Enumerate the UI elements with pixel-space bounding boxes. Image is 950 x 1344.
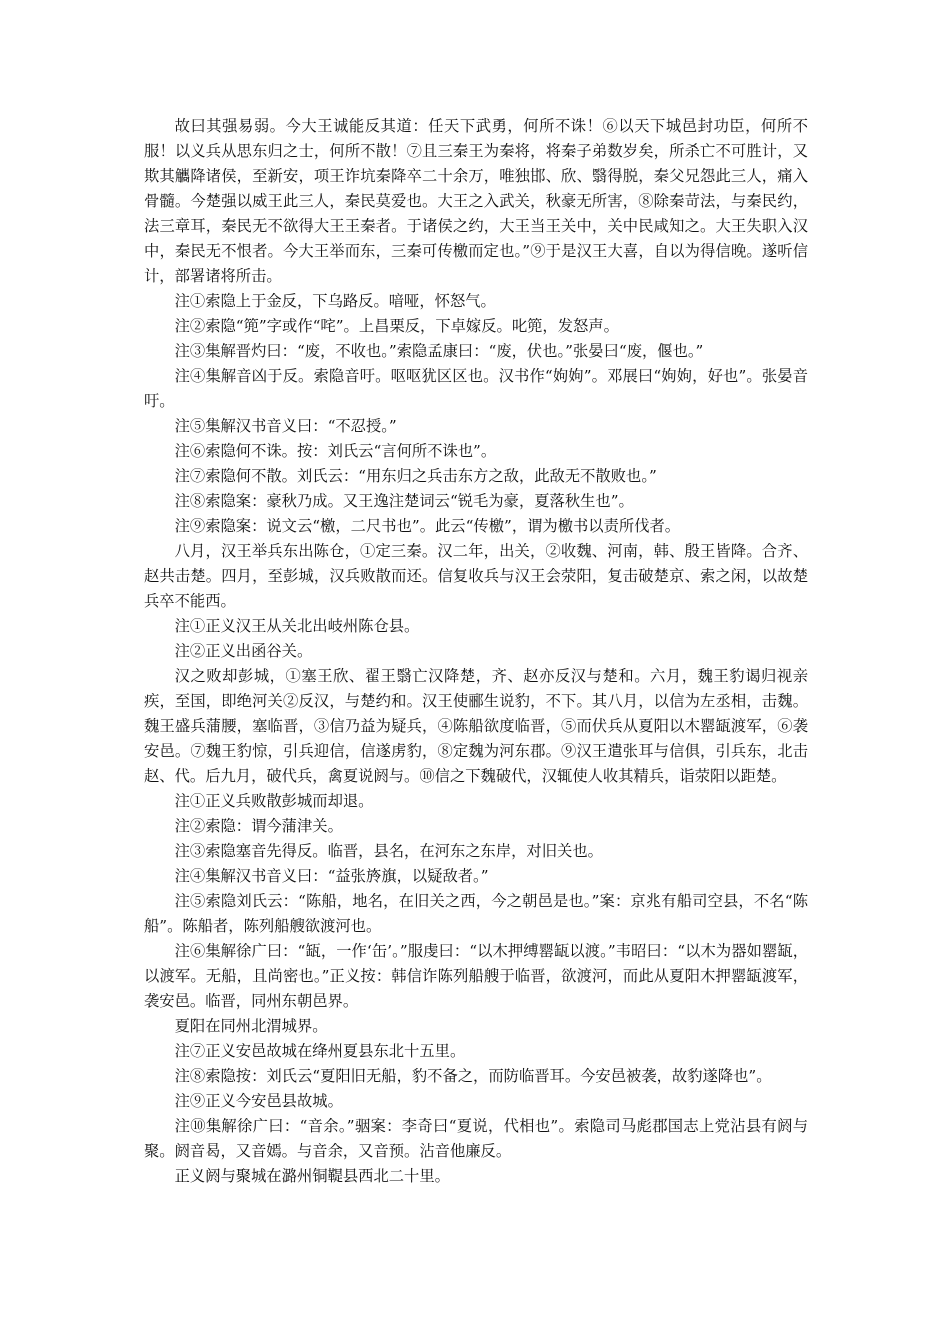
note-3-3: 注③索隐塞音先得反。临晋，县名，在河东之东岸，对旧关也。 [174, 842, 603, 860]
note-6: 注⑥索隐何不诛。按：刘氏云“言何所不诛也”。 [174, 442, 497, 460]
note-3-1: 注①正义兵败散彭城而却退。 [174, 792, 374, 810]
note-9: 注⑨索隐案：说文云“檄，二尺书也”。此云“传檄”，谓为檄书以责所伐者。 [174, 517, 681, 535]
note-3-10: 注⑩集解徐广曰：“音余。”骃案：李奇曰“夏说，代相也”。索隐司马彪郡国志上党沾县有阏与聚。阏音曷，又音嫣。与音余，又音预。沾音他廉反。 [144, 1117, 808, 1160]
note-3-6-continued: 夏阳在同州北渭城界。 [174, 1017, 328, 1035]
note-3: 注③集解晋灼曰：“废，不收也。”索隐孟康曰：“废，伏也。”张晏曰“废，偃也。” [174, 342, 704, 360]
note-3-2: 注②索隐：谓今蒲津关。 [174, 817, 343, 835]
paragraph-3: 汉之败却彭城，①塞王欣、翟王翳亡汉降楚，齐、赵亦反汉与楚和。六月，魏王豹谒归视亲疾，至国，即绝河关②反汉，与楚约和。汉王使郦生说豹，不下。其八月，以信为左丞相，击魏。魏王盛兵蒲腰，塞临晋，③信乃益为疑兵，④陈船欲度临晋，⑤而伏兵从夏阳以木罂缻渡军，⑥袭安邑。⑦魏王豹惊，引兵迎信，信遂虏豹，⑧定魏为河东郡。⑨汉王遣张耳与信俱，引兵东，北击赵、代。后九月，破代兵，禽夏说阏与。⑩信之下魏破代，汉辄使人收其精兵，诣荥阳以距楚。 [144, 667, 808, 785]
document-page [144, 114, 808, 1189]
note-7: 注⑦索隐何不散。刘氏云：“用东归之兵击东方之敌，此敌无不散败也。” [174, 467, 657, 485]
note-5: 注⑤集解汉书音义曰：“不忍授。” [174, 417, 397, 435]
note-3-9: 注⑨正义今安邑县故城。 [174, 1092, 343, 1110]
note-2-1: 注①正义汉王从关北出岐州陈仓县。 [174, 617, 420, 635]
note-3-7: 注⑦正义安邑故城在绛州夏县东北十五里。 [174, 1042, 466, 1060]
note-1: 注①索隐上于金反，下乌路反。喑哑，怀怒气。 [174, 292, 496, 310]
note-3-10-continued: 正义阏与聚城在潞州铜鞮县西北二十里。 [174, 1167, 450, 1185]
note-3-4: 注④集解汉书音义曰：“益张旍旗，以疑敌者。” [174, 867, 489, 885]
note-8: 注⑧索隐案：豪秋乃成。又王逸注楚词云“锐毛为豪，夏落秋生也”。 [174, 492, 634, 510]
note-3-8: 注⑧索隐按：刘氏云“夏阳旧无船，豹不备之，而防临晋耳。今安邑被袭，故豹遂降也”。 [174, 1067, 772, 1085]
note-2: 注②索隐“篼”字或作“咤”。上昌栗反，下卓嫁反。叱篼，发怒声。 [174, 317, 619, 335]
note-4: 注④集解音凶于反。索隐音吁。呕呕犹区区也。汉书作“姁姁”。邓展曰“姁姁，好也”。张晏音吁。 [144, 367, 808, 410]
note-2-2: 注②正义出函谷关。 [174, 642, 313, 660]
note-3-6: 注⑥集解徐广曰：“缻，一作‘缶’。”服虔曰：“以木押缚罂缻以渡。”韦昭曰：“以木为器如罂缻，以渡军。无船，且尚密也。”正义按：韩信诈陈列船艘于临晋，欲渡河，而此从夏阳木押罂缻渡军，袭安邑。临晋，同州东朝邑界。 [144, 942, 808, 1010]
paragraph-2: 八月，汉王举兵东出陈仓，①定三秦。汉二年，出关，②收魏、河南，韩、殷王皆降。合齐、赵共击楚。四月，至彭城，汉兵败散而还。信复收兵与汉王会荥阳，复击破楚京、索之闲，以故楚兵卒不能西。 [144, 542, 808, 610]
paragraph-1: 故曰其强易弱。今大王诚能反其道：任天下武勇，何所不诛！⑥以天下城邑封功臣，何所不服！以义兵从思东归之士，何所不散！⑦且三秦王为秦将，将秦子弟数岁矣，所杀亡不可胜计，又欺其觿降诸侯，至新安，项王诈坑秦降卒二十余万，唯独邯、欣、翳得脱，秦父兄怨此三人，痛入骨髓。今楚强以威王此三人，秦民莫爱也。大王之入武关，秋豪无所害，⑧除秦苛法，与秦民约，法三章耳，秦民无不欲得大王王秦者。于诸侯之约，大王当王关中，关中民咸知之。大王失职入汉中，秦民无不恨者。今大王举而东，三秦可传檄而定也。”⑨于是汉王大喜，自以为得信晚。遂听信计，部署诸将所击。 [144, 117, 808, 285]
note-3-5: 注⑤索隐刘氏云：“陈船，地名，在旧关之西，今之朝邑是也。”案：京兆有船司空县，不名“陈船”。陈船者，陈列船艘欲渡河也。 [144, 892, 808, 935]
